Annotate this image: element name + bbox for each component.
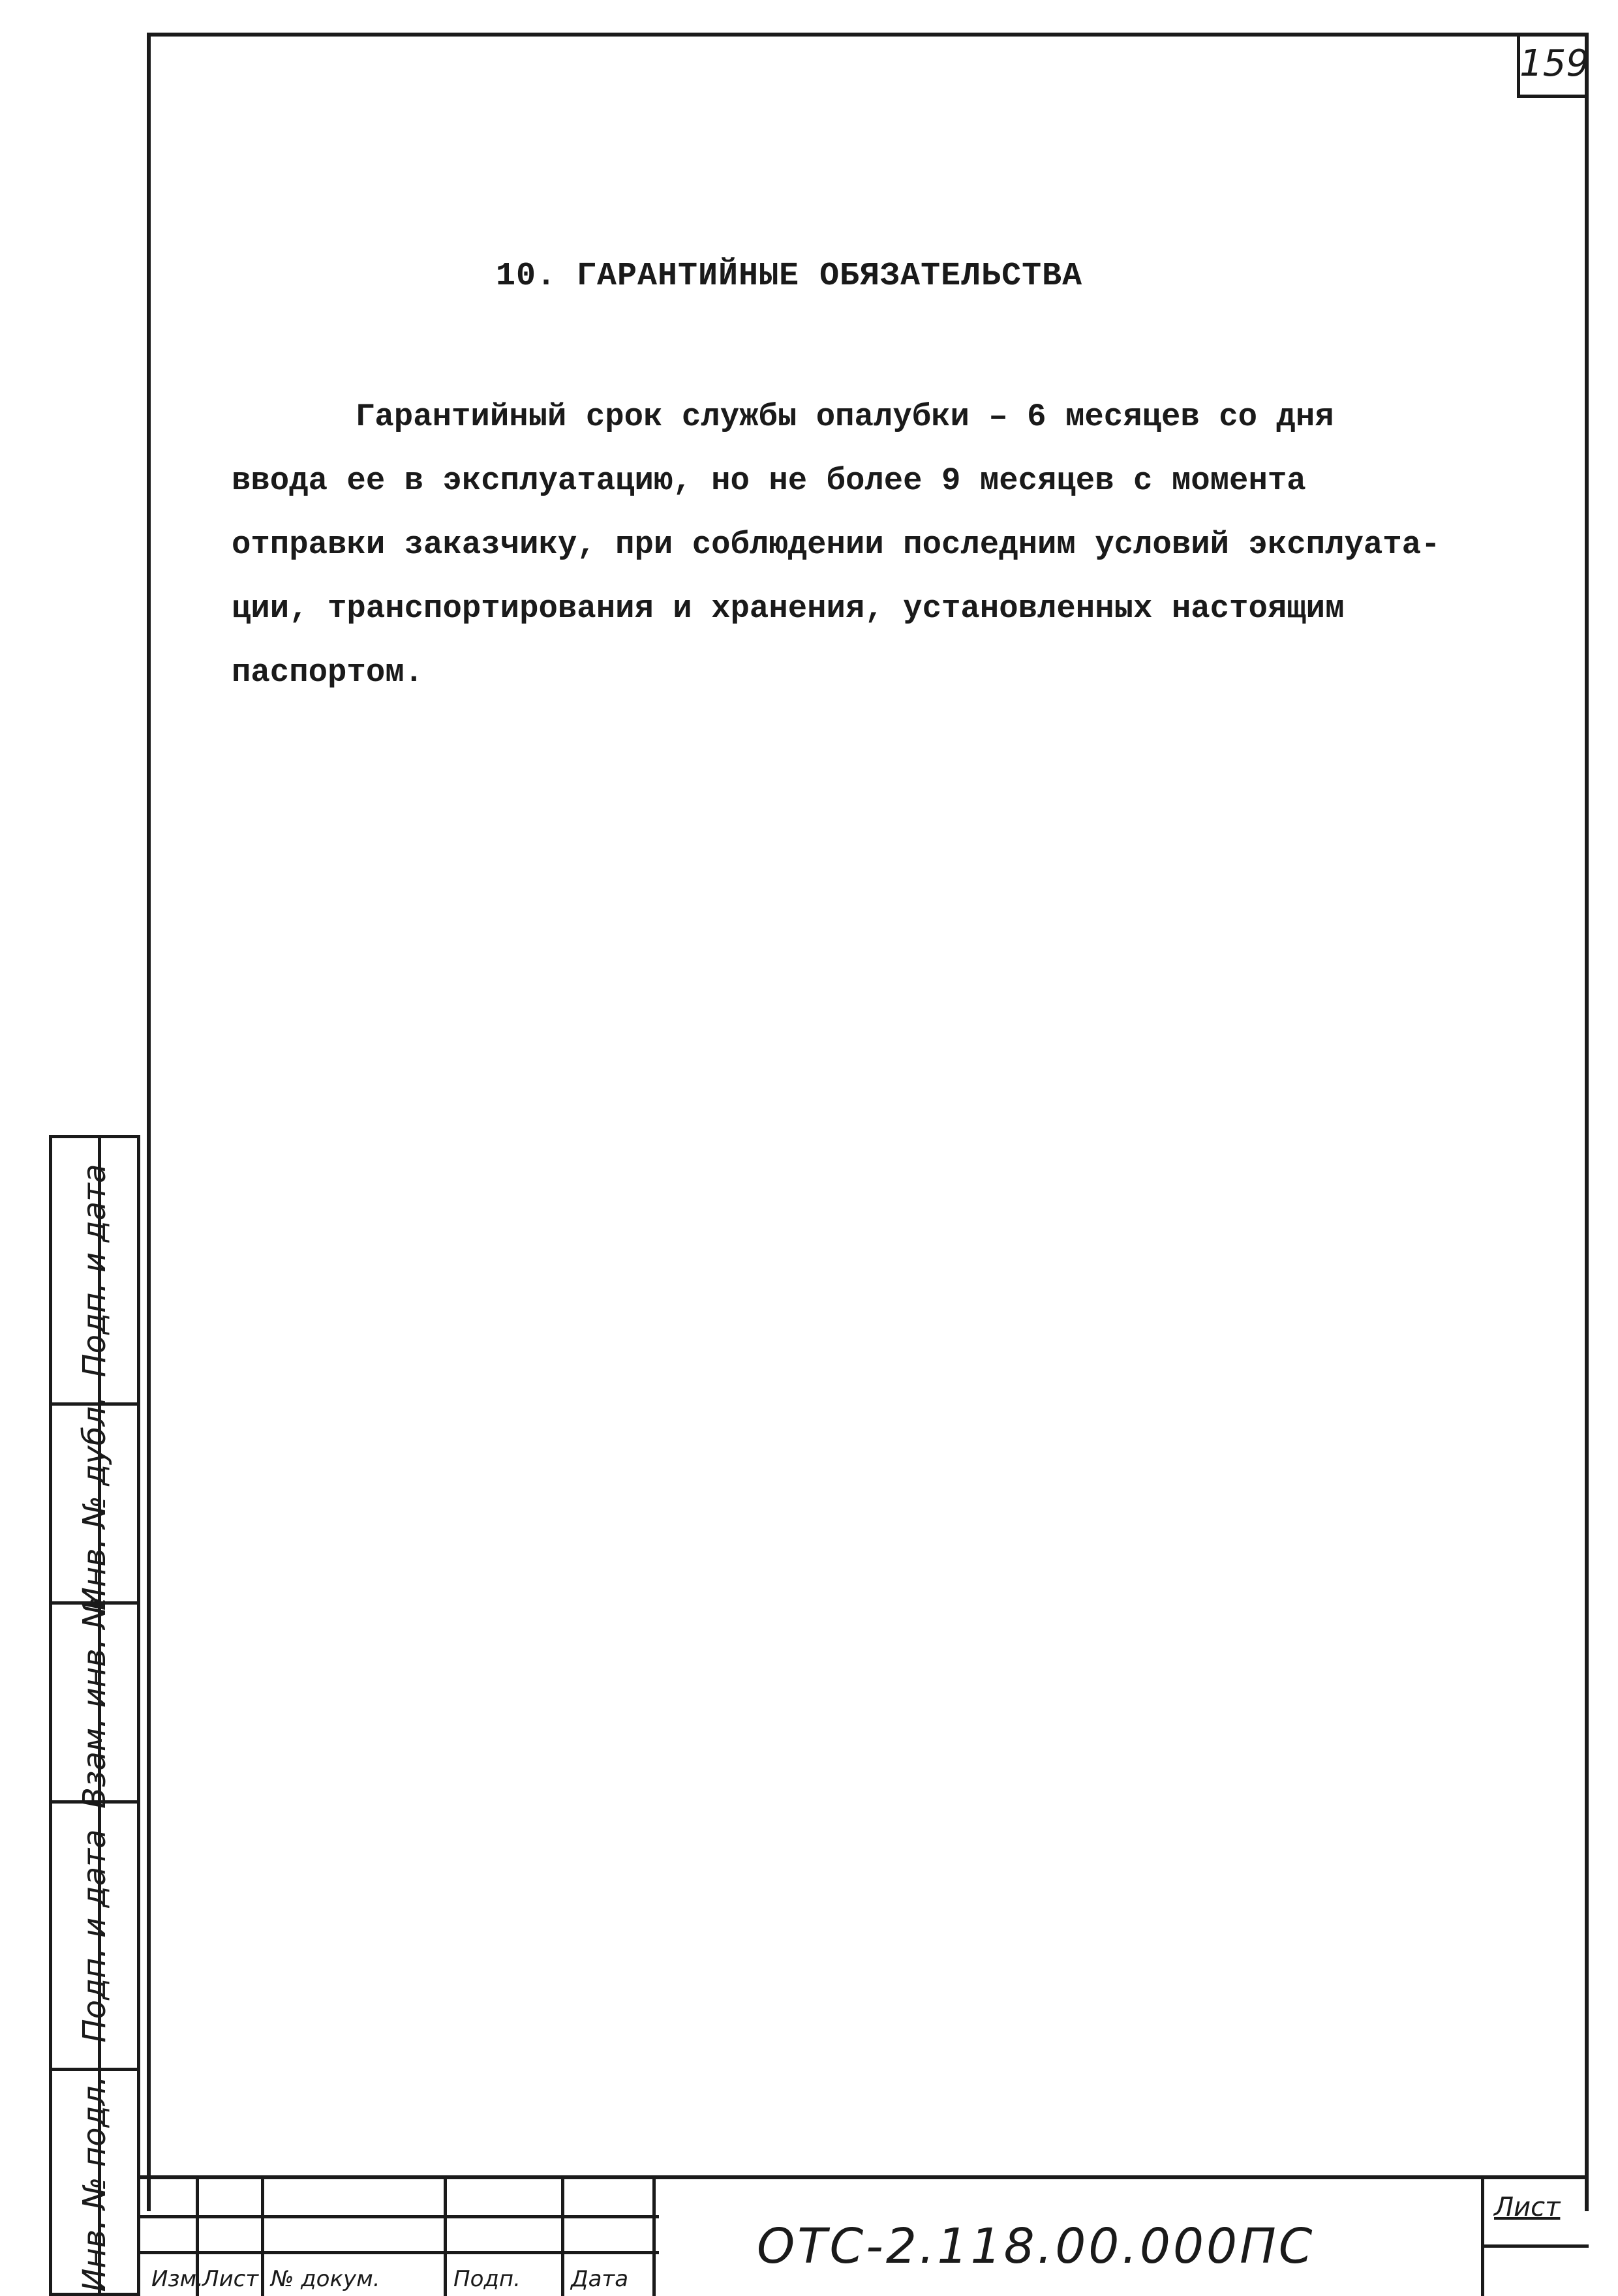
grid-line: [137, 2251, 659, 2254]
paragraph-line: Гарантийный срок службы опалубки – 6 месяцев со дня: [356, 399, 1334, 435]
page-frame: [147, 33, 1589, 2211]
document-code: ОТС-2.118.00.000ПС: [757, 2218, 1315, 2274]
grid-line: [561, 2179, 564, 2296]
grid-line: [261, 2179, 264, 2296]
side-cell-dup-inv: [52, 1396, 137, 1611]
col-header-doc-no: № докум.: [271, 2266, 380, 2292]
section-title: 10. ГАРАНТИЙНЫЕ ОБЯЗАТЕЛЬСТВА: [496, 258, 1083, 295]
paragraph-line: отправки заказчику, при соблюдении последним условий эксплуата-: [232, 526, 1441, 563]
side-label: Подп. и дата: [76, 1164, 113, 1377]
grid-line: [444, 2179, 447, 2296]
warranty-paragraph: [232, 385, 1471, 704]
side-stamp: [49, 1135, 140, 2296]
revision-grid: [137, 2179, 659, 2296]
title-block: [137, 2175, 1589, 2296]
col-header-signature: Подп.: [453, 2266, 521, 2292]
sheet-line: [1481, 2244, 1589, 2248]
side-label: Инв. № подл.: [76, 2075, 113, 2292]
grid-line: [652, 2179, 656, 2296]
side-cell-replace-inv: [52, 1596, 137, 1809]
grid-line: [137, 2215, 659, 2218]
side-label: Инв. № дубл.: [76, 1396, 113, 1611]
paragraph-line: ции, транспортирования и хранения, установленных настоящим: [232, 590, 1345, 627]
page-number: 159: [1517, 33, 1589, 98]
side-label: Взам. инв. №: [76, 1596, 113, 1809]
side-cell-sign-date-bottom: [52, 1804, 137, 2071]
sheet-label: Лист: [1494, 2192, 1561, 2222]
paragraph-line: ввода ее в эксплуатацию, но не более 9 месяцев с момента: [232, 462, 1306, 499]
sheet-separator: [1481, 2179, 1484, 2296]
paragraph-line: паспортом.: [232, 654, 424, 691]
side-label: Подп. и дата: [76, 1829, 113, 2042]
col-header-sheet: Лист: [202, 2266, 259, 2292]
side-cell-original-inv: [52, 2071, 137, 2296]
col-header-change: Изм.: [151, 2266, 204, 2292]
col-header-date: Дата: [571, 2266, 629, 2292]
side-cell-sign-date-top: [52, 1138, 137, 1406]
